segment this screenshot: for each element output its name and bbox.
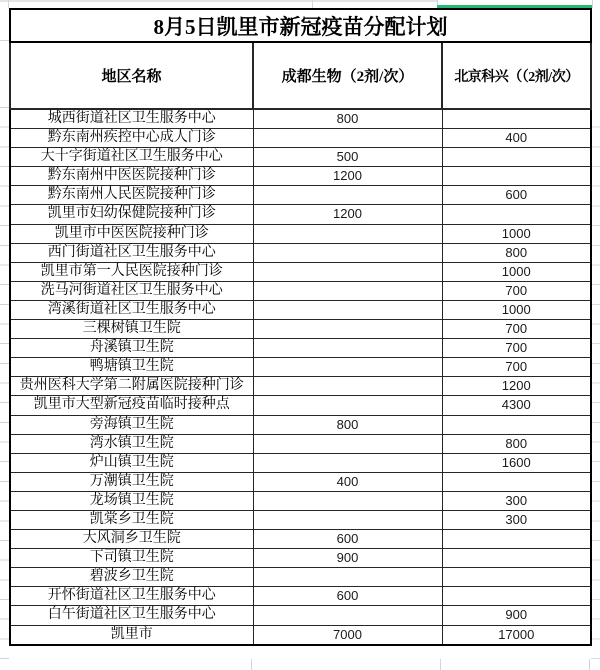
sinovac-dose-cell[interactable]: 1600	[442, 453, 591, 472]
chengdu-dose-cell[interactable]	[253, 396, 442, 415]
table-row	[10, 396, 591, 415]
sinovac-dose-cell[interactable]: 300	[442, 510, 591, 529]
sinovac-dose-cell[interactable]: 1000	[442, 300, 591, 319]
chengdu-dose-cell[interactable]	[253, 510, 442, 529]
region-cell[interactable]: 三棵树镇卫生院	[10, 320, 253, 339]
chengdu-dose-cell[interactable]: 1200	[253, 205, 442, 224]
chengdu-dose-cell[interactable]	[253, 491, 442, 510]
region-cell[interactable]: 黔东南州人民医院接种门诊	[10, 186, 253, 205]
region-cell[interactable]: 开怀街道社区卫生服务中心	[10, 587, 253, 606]
sinovac-dose-cell[interactable]	[442, 549, 591, 568]
header-beijing-sinovac[interactable]: 北京科兴（（2剂/次）	[442, 42, 591, 109]
header-chengdu-bio[interactable]: 成都生物（2剂/次）	[253, 42, 442, 109]
sinovac-dose-cell[interactable]: 800	[442, 434, 591, 453]
right-gridline-strip	[591, 108, 600, 659]
table-row	[10, 281, 591, 300]
table-row	[10, 587, 591, 606]
gridline	[440, 659, 441, 670]
table-row	[10, 453, 591, 472]
chengdu-dose-cell[interactable]: 600	[253, 530, 442, 549]
table-row	[10, 186, 591, 205]
region-cell[interactable]: 炉山镇卫生院	[10, 453, 253, 472]
region-cell[interactable]: 凯里市中医医院接种门诊	[10, 224, 253, 243]
region-cell[interactable]: 贵州医科大学第二附属医院接种门诊	[10, 377, 253, 396]
table-row	[10, 109, 591, 129]
region-cell[interactable]: 西门街道社区卫生服务中心	[10, 243, 253, 262]
region-cell[interactable]: 大风洞乡卫生院	[10, 530, 253, 549]
chengdu-dose-cell[interactable]: 800	[253, 109, 442, 129]
region-cell[interactable]: 鸭塘镇卫生院	[10, 358, 253, 377]
table-title-cell[interactable]: 8月5日凯里市新冠疫苗分配计划	[10, 9, 591, 42]
sinovac-dose-cell[interactable]: 1000	[442, 262, 591, 281]
header-row	[10, 42, 591, 109]
region-cell[interactable]: 凯里市第一人民医院接种门诊	[10, 262, 253, 281]
chengdu-dose-cell[interactable]	[253, 377, 442, 396]
sinovac-dose-cell[interactable]	[442, 530, 591, 549]
table-row	[10, 300, 591, 319]
region-cell[interactable]: 旁海镇卫生院	[10, 415, 253, 434]
table-row	[10, 606, 591, 625]
chengdu-dose-cell[interactable]	[253, 568, 442, 587]
region-cell[interactable]: 白午街道社区卫生服务中心	[10, 606, 253, 625]
sinovac-dose-cell[interactable]: 4300	[442, 396, 591, 415]
table-row	[10, 262, 591, 281]
sinovac-dose-cell[interactable]	[442, 587, 591, 606]
region-cell[interactable]: 黔东南州中医医院接种门诊	[10, 167, 253, 186]
chengdu-dose-cell[interactable]: 600	[253, 587, 442, 606]
table-row	[10, 339, 591, 358]
sinovac-dose-cell[interactable]: 400	[442, 129, 591, 148]
chengdu-dose-cell[interactable]: 900	[253, 549, 442, 568]
chengdu-dose-cell[interactable]	[253, 453, 442, 472]
region-cell[interactable]: 黔东南州疾控中心成人门诊	[10, 129, 253, 148]
sinovac-dose-cell[interactable]	[442, 167, 591, 186]
sinovac-dose-cell[interactable]: 700	[442, 339, 591, 358]
table-row	[10, 205, 591, 224]
gridline	[592, 0, 593, 8]
sinovac-dose-cell[interactable]	[442, 415, 591, 434]
chengdu-dose-cell[interactable]	[253, 262, 442, 281]
table-row	[10, 148, 591, 167]
left-gridline-strip	[0, 108, 9, 659]
table-row	[10, 568, 591, 587]
gridline	[312, 0, 313, 8]
gridline	[437, 0, 438, 5]
table-row	[10, 530, 591, 549]
region-cell[interactable]: 舟溪镇卫生院	[10, 339, 253, 358]
chengdu-dose-cell[interactable]	[253, 320, 442, 339]
chengdu-dose-cell[interactable]	[253, 606, 442, 625]
table-row	[10, 243, 591, 262]
table-row	[10, 549, 591, 568]
sinovac-dose-cell[interactable]	[442, 205, 591, 224]
table-row	[10, 358, 591, 377]
table-row	[10, 224, 591, 243]
table-row	[10, 129, 591, 148]
vaccine-allocation-table	[9, 8, 592, 646]
table-row	[10, 434, 591, 453]
chengdu-dose-cell[interactable]	[253, 129, 442, 148]
chengdu-dose-cell[interactable]	[253, 281, 442, 300]
sinovac-dose-cell[interactable]: 300	[442, 491, 591, 510]
region-cell[interactable]: 碧波乡卫生院	[10, 568, 253, 587]
chengdu-dose-cell[interactable]	[253, 186, 442, 205]
sinovac-dose-cell[interactable]: 800	[442, 243, 591, 262]
table-row	[10, 491, 591, 510]
sinovac-dose-cell[interactable]	[442, 148, 591, 167]
table-row	[10, 510, 591, 529]
region-cell[interactable]: 凯棠乡卫生院	[10, 510, 253, 529]
region-cell[interactable]: 湾水镇卫生院	[10, 434, 253, 453]
sinovac-dose-cell[interactable]: 1000	[442, 224, 591, 243]
chengdu-dose-cell[interactable]	[253, 339, 442, 358]
sinovac-dose-cell[interactable]: 700	[442, 320, 591, 339]
table-row	[10, 472, 591, 491]
table-row	[10, 625, 591, 645]
cell-top-hairline	[0, 0, 437, 2]
table-row	[10, 167, 591, 186]
region-cell[interactable]: 凯里市	[10, 625, 253, 645]
title-row	[10, 9, 591, 42]
table-row	[10, 415, 591, 434]
chengdu-dose-cell[interactable]: 1200	[253, 167, 442, 186]
region-cell[interactable]: 万潮镇卫生院	[10, 472, 253, 491]
sinovac-dose-cell[interactable]	[442, 109, 591, 129]
region-cell[interactable]: 凯里市妇幼保健院接种门诊	[10, 205, 253, 224]
sinovac-dose-cell[interactable]	[442, 568, 591, 587]
chengdu-dose-cell[interactable]	[253, 300, 442, 319]
chengdu-dose-cell[interactable]: 400	[253, 472, 442, 491]
sinovac-dose-cell[interactable]: 600	[442, 186, 591, 205]
table-row	[10, 377, 591, 396]
chengdu-dose-cell[interactable]	[253, 243, 442, 262]
region-cell[interactable]: 下司镇卫生院	[10, 549, 253, 568]
header-region-name[interactable]: 地区名称	[10, 42, 253, 109]
region-cell[interactable]: 城西街道社区卫生服务中心	[10, 109, 253, 129]
sinovac-dose-cell[interactable]: 900	[442, 606, 591, 625]
gridline	[589, 659, 590, 670]
chengdu-dose-cell[interactable]	[253, 224, 442, 243]
region-cell[interactable]: 湾溪街道社区卫生服务中心	[10, 300, 253, 319]
chengdu-dose-cell[interactable]: 500	[253, 148, 442, 167]
gridline	[8, 0, 9, 8]
chengdu-dose-cell[interactable]	[253, 358, 442, 377]
gridline	[0, 40, 9, 41]
sinovac-dose-cell[interactable]: 700	[442, 358, 591, 377]
region-cell[interactable]: 龙场镇卫生院	[10, 491, 253, 510]
region-cell[interactable]: 大十字街道社区卫生服务中心	[10, 148, 253, 167]
sinovac-dose-cell[interactable]: 1200	[442, 377, 591, 396]
region-cell[interactable]: 洗马河街道社区卫生服务中心	[10, 281, 253, 300]
chengdu-dose-cell[interactable]: 7000	[253, 625, 442, 645]
region-cell[interactable]: 凯里市大型新冠疫苗临时接种点	[10, 396, 253, 415]
sinovac-dose-cell[interactable]	[442, 472, 591, 491]
sinovac-dose-cell[interactable]: 700	[442, 281, 591, 300]
table-row	[10, 320, 591, 339]
sinovac-dose-cell[interactable]: 17000	[442, 625, 591, 645]
gridline	[251, 659, 252, 670]
chengdu-dose-cell[interactable]: 800	[253, 415, 442, 434]
chengdu-dose-cell[interactable]	[253, 434, 442, 453]
